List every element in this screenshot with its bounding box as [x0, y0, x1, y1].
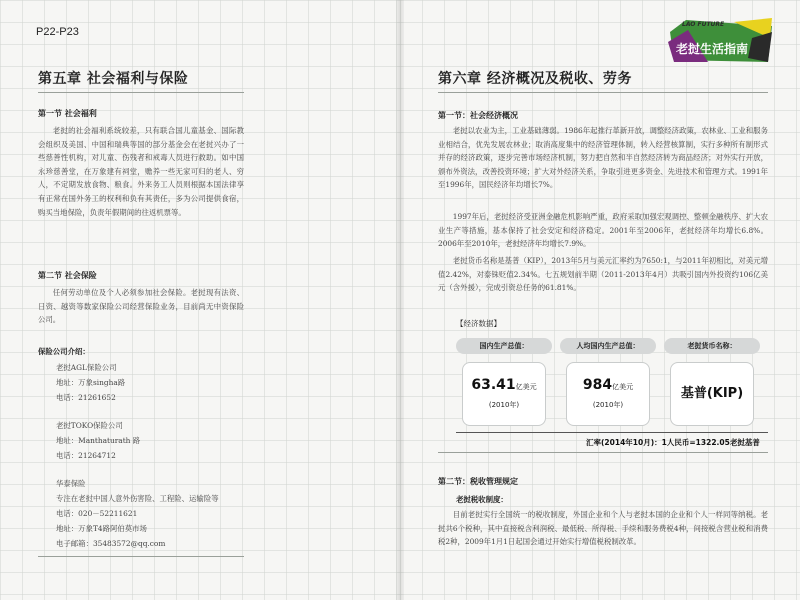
stat-card-gdp — [462, 362, 546, 426]
economic-data-badge: 【经济数据】 — [456, 319, 501, 328]
stat-label-gdp-per-capita: 人均国内生产总值： — [560, 338, 656, 354]
stat-year: (2010年) — [488, 401, 520, 409]
insurer-name: 老挝TOKO保险公司 — [56, 421, 123, 430]
chapter-title-5: 第五章 社会福利与保险 — [38, 71, 189, 87]
insurer-address: 地址：Manthaturath 路 — [56, 436, 141, 445]
section-title-tax: 第二节：税收管理规定 — [438, 477, 518, 486]
title-rule — [438, 92, 768, 93]
section-title-welfare: 第一节 社会福利 — [38, 109, 97, 118]
stat-card-currency — [670, 362, 754, 426]
logo-tagline: LAO FUTURE — [682, 21, 725, 28]
insurer-phone: 电话：020－52211621 — [56, 509, 138, 518]
section-title-economy: 第一节：社会经济概况 — [438, 111, 518, 120]
stat-year: (2010年) — [592, 401, 624, 409]
page-numbers: P22-P23 — [36, 26, 79, 38]
stat-label-currency: 老挝货币名称： — [664, 338, 760, 354]
stat-value: 63.41亿美元 — [471, 377, 537, 393]
insurer-address: 地址：万象T4路阿伯莫市场 — [56, 524, 147, 533]
logo-title: 老挝生活指南 — [676, 42, 749, 56]
economy-paragraph: 老挝以农业为主，工业基础薄弱。1986年起推行革新开放，调整经济政策，农林业、工业和服务业相结合，优先发展农林业；取消高度集中的经济管理体制，转入经营核算制，实行多种所有制形式并存的经济政策，逐步完善市场经济机制，努力把自然和半自然经济转为商品经济；对外实行开放，颁布外资法，改善投资环境；扩大对外经济关系，争取引进更多资金、先进技术和管理方式。1991年至1996年，国民经济年均增长7%。 — [438, 126, 768, 190]
bottom-rule — [38, 556, 244, 557]
chapter-title-6: 第六章 经济概况及税收、劳务 — [438, 71, 632, 87]
section-rule — [438, 452, 768, 453]
insurer-phone: 电话：21261652 — [56, 393, 116, 402]
insurer-name: 老挝AGL保险公司 — [56, 363, 117, 372]
lao-future-logo — [668, 18, 772, 64]
stat-label-gdp: 国内生产总值： — [456, 338, 552, 354]
insurer-phone: 电话：21264712 — [56, 451, 116, 460]
insurer-email: 电子邮箱：35483572@qq.com — [56, 539, 166, 548]
welfare-paragraph: 老挝的社会福利系统较差，只有联合国儿童基金、国际教会组织及美国、中国和瑞典等国的部分基金会在老挝兴办了一些慈善性机构，对儿童、伤残者和戒毒人员进行救助。如中国永珍慈善堂，在万象建有祠堂，赡养一些无家可归的老人、穷人，不定期发放食物、粮食。外来务工人员则根据本国法律享有正常在国外务工的权利和负有其责任，多为公司提供食宿，购买当地保险，负责年假期间的往返机票等。 — [38, 126, 244, 217]
data-rule — [456, 432, 768, 433]
economy-paragraph: 老挝货币名称是基普（KIP），2013年5月与美元汇率约为7650:1，与2011年初相比，对美元增值2.42%，对泰铢贬值2.34%。七五规划前半期（2011-2013年4月）共吸引国内外投资约106亿美元（含外援），完成引资总任务的61.81%。 — [438, 256, 768, 293]
insurance-paragraph: 任何劳动单位及个人必须参加社会保险。老挝现有法资、日资、越资等数家保险公司经营保险业务，目前尚无中资保险公司。 — [38, 288, 244, 325]
insurer-name: 华泰保险 — [56, 479, 86, 488]
book-gutter — [396, 0, 404, 600]
insurer-service: 专注在老挝中国人意外伤害险、工程险、运输险等 — [56, 494, 219, 503]
tax-paragraph: 目前老挝实行全国统一的税收制度，外国企业和个人与老挝本国的企业和个人一样同等纳税。老挝共6个税种，其中直接税含利润税、最低税、所得税、手续和服务费税4种，间接税含营业税和消费税2种，2009年1月1日起国会通过开始实行增值税税制改革。 — [438, 510, 768, 547]
insurers-heading: 保险公司介绍： — [38, 347, 90, 356]
stat-value: 984亿美元 — [582, 377, 634, 393]
economy-paragraph: 1997年后，老挝经济受亚洲金融危机影响严重，政府采取加强宏观调控、整顿金融秩序、扩大农业生产等措施，基本保持了社会安定和经济稳定。2001年至2006年，老挝经济年均增长6.8%。2006年至2010年，老挝经济年均增长7.9%。 — [438, 212, 768, 249]
stat-value: 基普(KIP) — [680, 386, 744, 401]
title-rule — [38, 92, 244, 93]
exchange-rate: 汇率(2014年10月)：1人民币=1322.05老挝基普 — [586, 438, 760, 447]
insurer-address: 地址：万象singha路 — [56, 378, 126, 387]
section-title-insurance: 第二节 社会保险 — [38, 271, 97, 280]
tax-subheading: 老挝税收制度： — [456, 495, 508, 504]
stat-card-gdp-per-capita — [566, 362, 650, 426]
